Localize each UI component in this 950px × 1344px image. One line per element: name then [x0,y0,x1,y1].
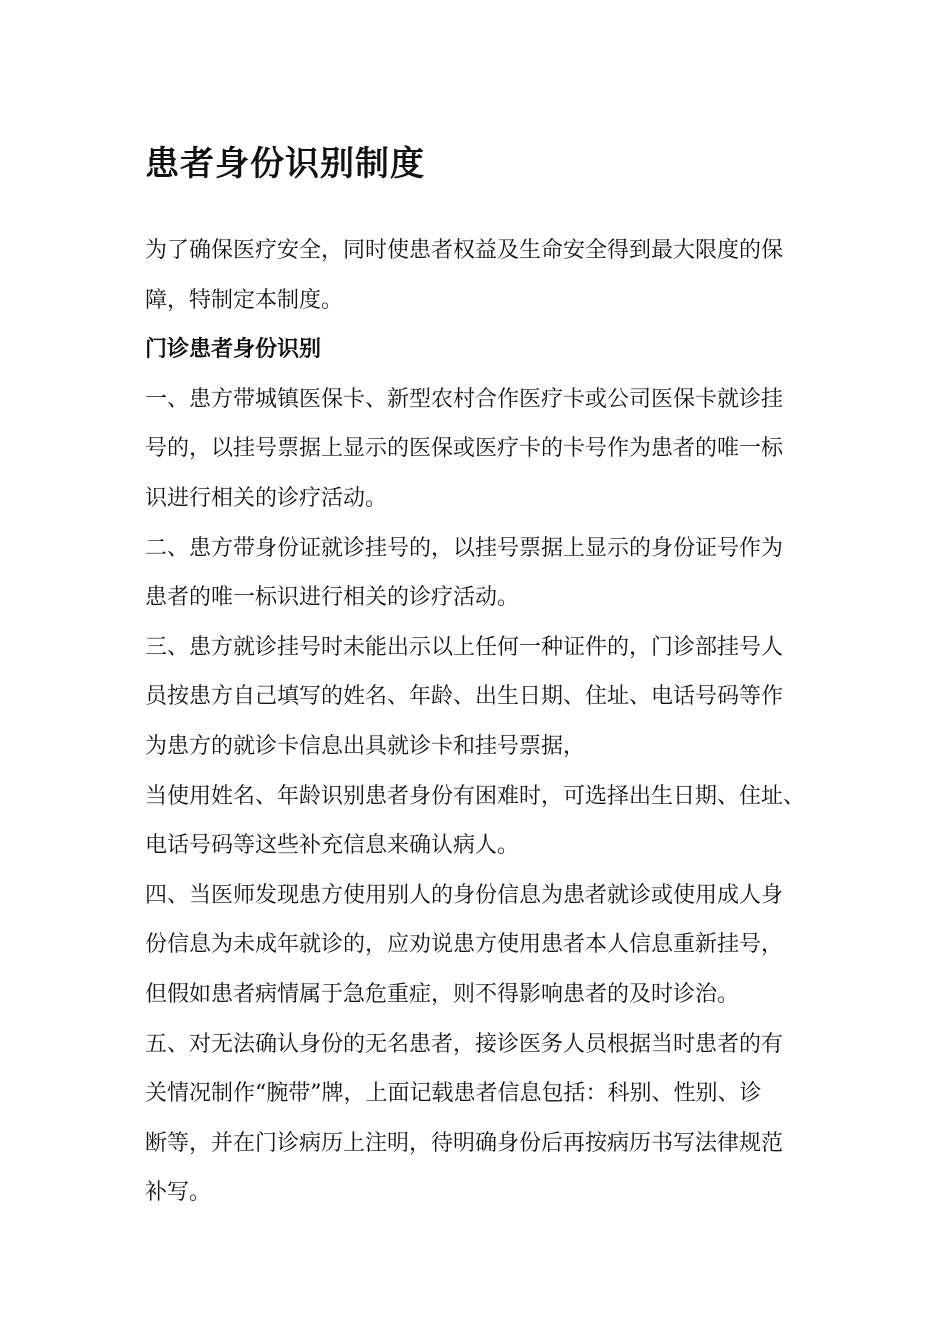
paragraph-line: 电话号码等这些补充信息来确认病人。 [145,833,520,859]
paragraph-line: 员按患方自己填写的姓名、年龄、出生日期、住址、电话号码等作 [145,684,784,710]
document-body [145,226,815,1218]
paragraph-line: 当使用姓名、年龄识别患者身份有困难时，可选择出生日期、住址、 [145,783,806,809]
paragraph-line: 一、患方带城镇医保卡、新型农村合作医疗卡或公司医保卡就诊挂 [145,386,784,412]
paragraph-line: 四、当医师发现患方使用别人的身份信息为患者就诊或使用成人身 [145,882,784,908]
paragraph-line: 为患方的就诊卡信息出具就诊卡和挂号票据， [145,733,586,759]
paragraph-line: 三、患方就诊挂号时未能出示以上任何一种证件的，门诊部挂号人 [145,634,784,660]
paragraph-line: 障，特制定本制度。 [145,287,344,313]
paragraph-line: 断等，并在门诊病历上注明，待明确身份后再按病历书写法律规范 [145,1130,784,1156]
paragraph-line: 为了确保医疗安全，同时使患者权益及生命安全得到最大限度的保 [145,238,784,263]
section-heading: 门诊患者身份识别 [145,336,322,363]
paragraph-line: 二、患方带身份证就诊挂号的，以挂号票据上显示的身份证号作为 [145,535,784,561]
paragraph-line: 识进行相关的诊疗活动。 [145,485,388,511]
paragraph-line: 份信息为未成年就诊的，应劝说患方使用患者本人信息重新挂号， [145,932,784,958]
paragraph-line: 号的，以挂号票据上显示的医保或医疗卡的卡号作为患者的唯一标 [145,436,784,462]
paragraph-line: 但假如患者病情属于急危重症，则不得影响患者的及时诊治。 [145,981,740,1007]
paragraph-line: 补写。 [145,1180,212,1206]
paragraph-line: 关情况制作“腕带”牌，上面记载患者信息包括：科别、性别、诊 [145,1081,762,1107]
paragraph-line: 五、对无法确认身份的无名患者，接诊医务人员根据当时患者的有 [145,1031,784,1057]
document-title: 患者身份识别制度 [145,144,425,184]
paragraph-line: 患者的唯一标识进行相关的诊疗活动。 [145,585,520,611]
